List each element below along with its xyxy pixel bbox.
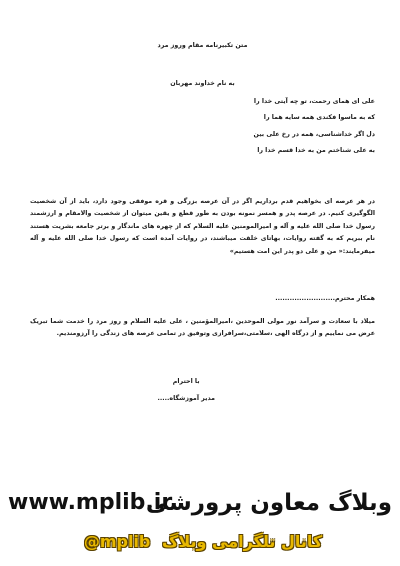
poem-line: که به ماسوا فکندی همه سایه هما را [263,114,375,122]
signature-block [157,373,215,407]
signature-title: مدیر آموزشگاه..... [157,395,215,402]
poem-line: به علی شناختم من به خدا قسم خدا را [257,147,375,155]
basmala: به نام خداوند مهربان [170,80,235,87]
salutation: همکار محترم......................... [275,295,375,302]
letter-title: متن تکبیرنامه مقام وروز مرد [157,42,248,49]
signature-regards: با احترام [172,378,200,385]
website-link[interactable]: www.mplib.ir [8,490,173,515]
congratulation-paragraph: میلاد با سعادت و سرآمد نور مولی الموحدین ،امیرالمؤمنین ، علی علیه السلام و روز مرد را خدمت شما تبریک عرض می نماییم و از درگاه الهی ،سلامتی،سرافرازی وتوفیق در تمامی عرصه های زندگی را آرزومندیم. [30,318,375,338]
poem [75,94,375,160]
poem-line: دل اگر خداشناسی، همه در رخ علی بین [253,130,375,138]
poem-line: علی ای همای رحمت، تو چه آیتی خدا را [253,98,375,105]
weblog-name: وبلاگ معاون پرورشی [145,490,392,516]
channel-text: کانال تلگرامی وبلاگ [161,532,323,551]
channel-handle[interactable]: @mplib [83,532,151,551]
intro-paragraph: در هر عرصه ای بخواهیم قدم برداریم اگر در آن عرصه بزرگی و قره موفقی وجود دارد، باید از آن شخصیت الگوگیری کنیم. در عرصه پدر و همسر نمونه بودن به طور قطع و یقین میتوان از شخصیت والامقام و ارزشمند رسول خدا صلی الله علیه و آله و امیرالمومنین علیه السلام که از چهره های ماندگار و برتر جامعه بشریت هستند نام ببریم که به گفته روایات، بهاتای خلقت میباشند، در روایات آمده است که رسول خدا صلی الله علیه و آله میفرمایند:« من و علی دو پدر این امت هستیم» [30,198,375,255]
footer-branding [0,490,400,522]
telegram-channel [0,532,400,551]
